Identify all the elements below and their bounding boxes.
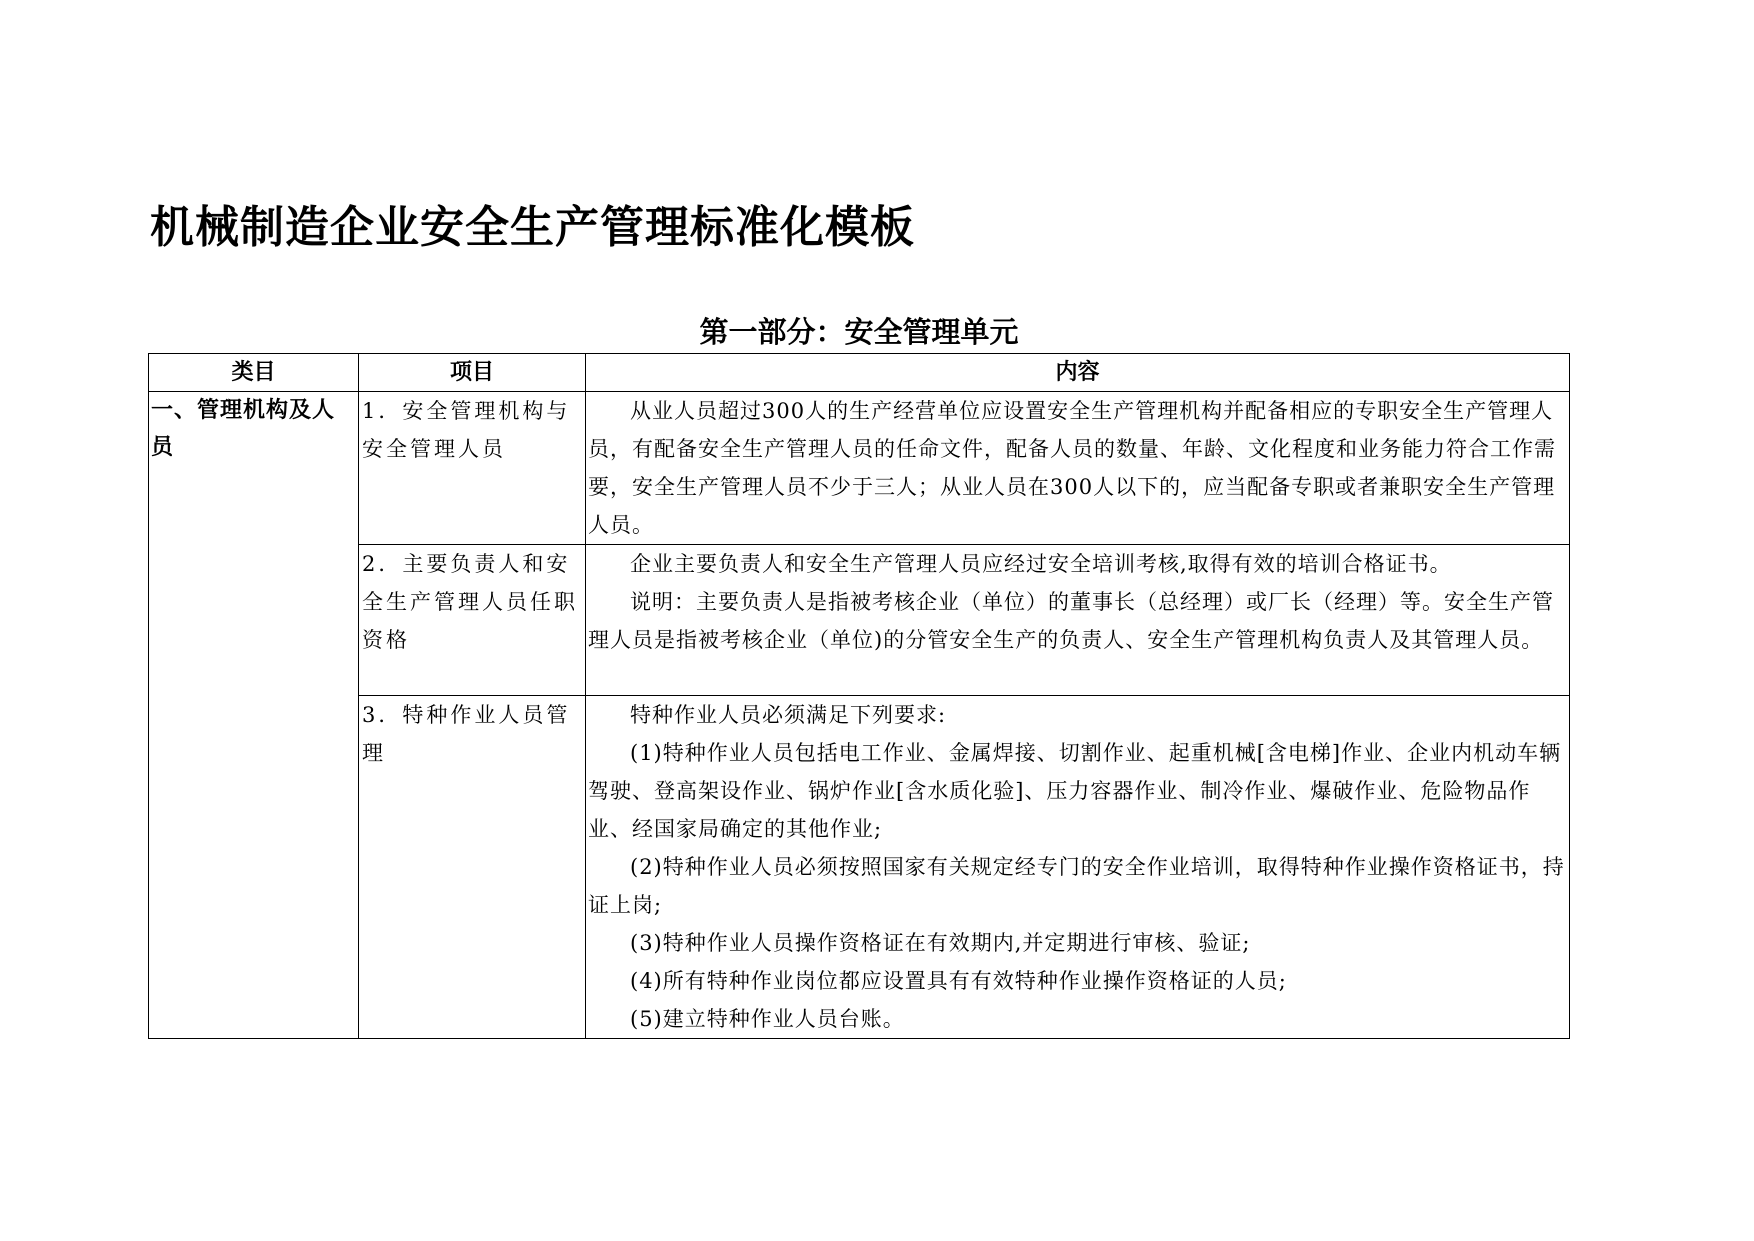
content-cell [586,696,1570,1039]
content-paragraph: (1)特种作业人员包括电工作业、金属焊接、切割作业、起重机械[含电梯]作业、企业内机动车辆驾驶、登高架设作业、锅炉作业[含水质化验]、压力容器作业、制冷作业、爆破作业、危险物品作业、经国家局确定的其他作业; [588,741,1562,841]
table-header-row [149,354,1570,392]
content-paragraph: (5)建立特种作业人员台账。 [630,1007,905,1031]
content-paragraph: (3)特种作业人员操作资格证在有效期内,并定期进行审核、验证; [630,931,1251,955]
table-row [149,696,1570,1039]
header-item: 项目 [359,354,586,392]
item-cell: 2．主要负责人和安全生产管理人员任职资格 [359,545,586,696]
item-cell: 3．特种作业人员管理 [359,696,586,1039]
standards-table [148,353,1570,1039]
document-title: 机械制造企业安全生产管理标准化模板 [150,202,915,253]
category-cell: 一、管理机构及人员 [149,392,359,1039]
content-cell [586,545,1570,696]
table-row [149,392,1570,545]
content-paragraph: (4)所有特种作业岗位都应设置具有有效特种作业操作资格证的人员; [630,969,1287,993]
content-paragraph: 特种作业人员必须满足下列要求: [630,703,947,727]
content-paragraph: 从业人员超过300人的生产经营单位应设置安全生产管理机构并配备相应的专职安全生产管理人员，有配备安全生产管理人员的任命文件，配备人员的数量、年龄、文化程度和业务能力符合工作需要，安全生产管理人员不少于三人；从业人员在300人以下的，应当配备专职或者兼职安全生产管理人员。 [588,399,1556,537]
item-cell: 1．安全管理机构与安全管理人员 [359,392,586,545]
content-cell [586,392,1570,545]
content-paragraph: 说明：主要负责人是指被考核企业（单位）的董事长（总经理）或厂长（经理）等。安全生产管理人员是指被考核企业（单位)的分管安全生产的负责人、安全生产管理机构负责人及其管理人员。 [588,590,1554,652]
content-paragraph: 企业主要负责人和安全生产管理人员应经过安全培训考核,取得有效的培训合格证书。 [630,552,1452,576]
section-heading: 第一部分：安全管理单元 [699,315,1019,349]
content-paragraph: (2)特种作业人员必须按照国家有关规定经专门的安全作业培训，取得特种作业操作资格证书，持证上岗; [588,855,1565,917]
header-content: 内容 [586,354,1570,392]
header-category: 类目 [149,354,359,392]
table-row [149,545,1570,696]
